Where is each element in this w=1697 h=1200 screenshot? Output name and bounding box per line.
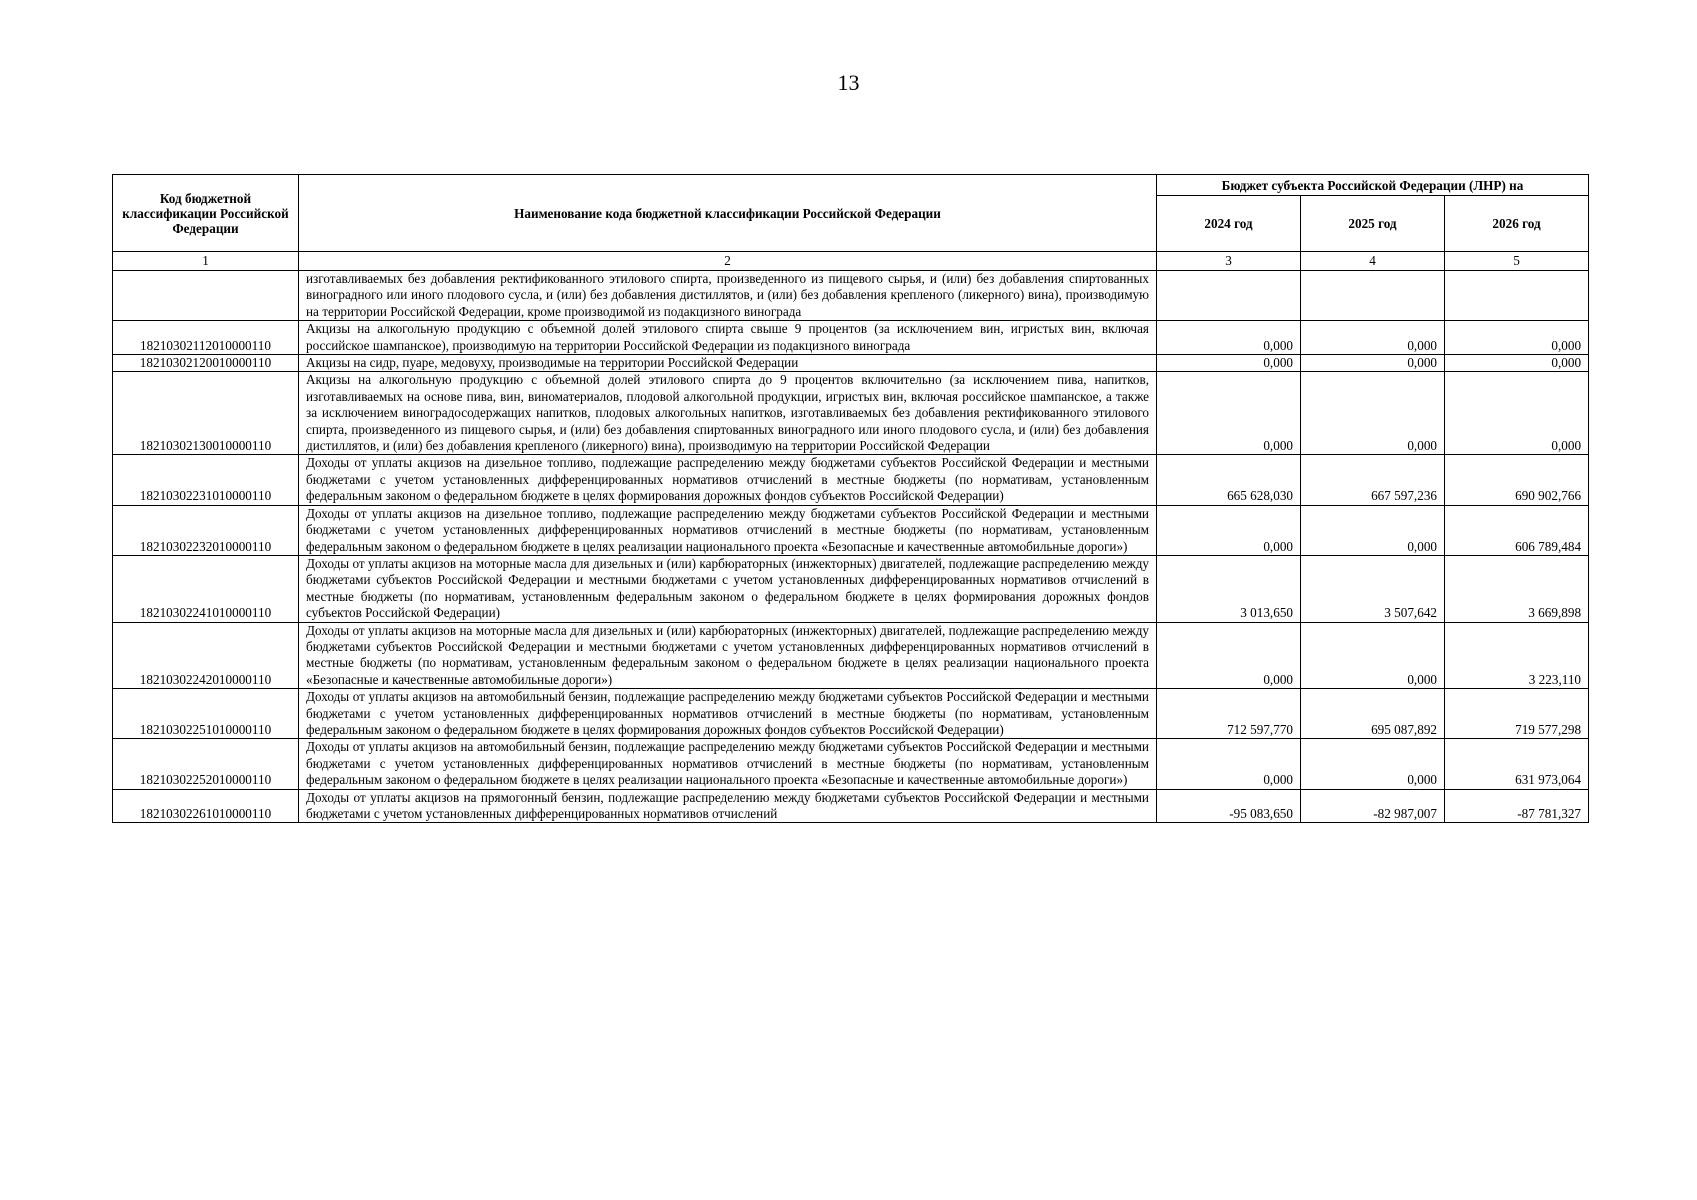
header-budget-group: Бюджет субъекта Российской Федерации (ЛНР) на [1157, 175, 1589, 196]
row-value-2026: 0,000 [1445, 321, 1589, 355]
row-value-2026 [1445, 271, 1589, 321]
table-row [113, 321, 1589, 355]
table-body [113, 271, 1589, 823]
row-code: 18210302252010000110 [113, 739, 299, 789]
row-value-2025: 0,000 [1301, 372, 1445, 455]
table-row [113, 789, 1589, 823]
row-value-2025: 0,000 [1301, 505, 1445, 555]
row-value-2026: 3 223,110 [1445, 622, 1589, 689]
row-name: Акцизы на алкогольную продукцию с объемной долей этилового спирта до 9 процентов включительно (за исключением пива, напитков, изготавливаемых на основе пива, вин, виноматериалов, плодовой алкогольной продукции, игристых вин, включая российское шампанское, а также за исключением виноградосодержащих напитков, плодовых алкогольных напитков, изготавливаемых без добавления ректификованного этилового спирта, произведенного из пищевого сырья, и (или) без добавления спиртованных виноградного или иного плодового сусла, и (или) без добавления дистиллятов, и (или) без добавления крепленого (ликерного) вина), производимую на территории Российской Федерации [299, 372, 1157, 455]
row-name: Акцизы на алкогольную продукцию с объемной долей этилового спирта свыше 9 процентов (за исключением вин, игристых вин, включая российское шампанское), производимую на территории Российской Федерации из подакцизного винограда [299, 321, 1157, 355]
row-code: 18210302120010000110 [113, 355, 299, 372]
row-value-2025: 667 597,236 [1301, 455, 1445, 505]
row-name: Доходы от уплаты акцизов на автомобильный бензин, подлежащие распределению между бюджетами субъектов Российской Федерации и местными бюджетами с учетом установленных дифференцированных нормативов отчислений в местные бюджеты (по нормативам, установленным федеральным законом о федеральном бюджете в целях формирования дорожных фондов субъектов Российской Федерации) [299, 689, 1157, 739]
row-value-2024: 712 597,770 [1157, 689, 1301, 739]
row-value-2025 [1301, 271, 1445, 321]
row-name: Доходы от уплаты акцизов на моторные масла для дизельных и (или) карбюраторных (инжекторных) двигателей, подлежащие распределению между бюджетами субъектов Российской Федерации и местными бюджетами с учетом установленных дифференцированных нормативов отчислений в местные бюджеты (по нормативам, установленным федеральным законом о федеральном бюджете в целях формирования дорожных фондов субъектов Российской Федерации) [299, 555, 1157, 622]
table-row [113, 372, 1589, 455]
row-value-2024: 0,000 [1157, 355, 1301, 372]
row-value-2026: 0,000 [1445, 355, 1589, 372]
row-code: 18210302241010000110 [113, 555, 299, 622]
row-value-2025: 3 507,642 [1301, 555, 1445, 622]
row-value-2025: 0,000 [1301, 355, 1445, 372]
table-row [113, 622, 1589, 689]
header-year-2026: 2026 год [1445, 196, 1589, 252]
table-row [113, 555, 1589, 622]
row-value-2025: 0,000 [1301, 622, 1445, 689]
row-value-2026: 690 902,766 [1445, 455, 1589, 505]
row-value-2024: -95 083,650 [1157, 789, 1301, 823]
table-row [113, 689, 1589, 739]
row-code: 18210302112010000110 [113, 321, 299, 355]
row-value-2024: 0,000 [1157, 622, 1301, 689]
row-name: Доходы от уплаты акцизов на дизельное топливо, подлежащие распределению между бюджетами субъектов Российской Федерации и местными бюджетами с учетом установленных дифференцированных нормативов отчислений в местные бюджеты (по нормативам, установленным федеральным законом о федеральном бюджете в целях формирования дорожных фондов субъектов Российской Федерации) [299, 455, 1157, 505]
header-name: Наименование кода бюджетной классификации Российской Федерации [299, 175, 1157, 252]
table-row [113, 271, 1589, 321]
column-number: 5 [1445, 252, 1589, 271]
row-value-2024: 665 628,030 [1157, 455, 1301, 505]
row-code: 18210302130010000110 [113, 372, 299, 455]
row-value-2024: 0,000 [1157, 372, 1301, 455]
row-name: изготавливаемых без добавления ректификованного этилового спирта, произведенного из пищевого сырья, и (или) без добавления спиртованных виноградного или иного плодового сусла, и (или) без добавления дистиллятов, и (или) без добавления крепленого (ликерного) вина), производимую на территории Российской Федерации, кроме производимой из подакцизного винограда [299, 271, 1157, 321]
row-value-2025: 0,000 [1301, 739, 1445, 789]
table-row [113, 739, 1589, 789]
row-code [113, 271, 299, 321]
column-number: 1 [113, 252, 299, 271]
row-name: Доходы от уплаты акцизов на моторные масла для дизельных и (или) карбюраторных (инжекторных) двигателей, подлежащие распределению между бюджетами субъектов Российской Федерации и местными бюджетами с учетом установленных дифференцированных нормативов отчислений в местные бюджеты (по нормативам, установленным федеральным законом о федеральном бюджете в целях реализации национального проекта «Безопасные и качественные автомобильные дороги») [299, 622, 1157, 689]
page-number: 13 [837, 70, 860, 95]
row-value-2025: 695 087,892 [1301, 689, 1445, 739]
row-value-2026: 0,000 [1445, 372, 1589, 455]
row-code: 18210302251010000110 [113, 689, 299, 739]
row-code: 18210302232010000110 [113, 505, 299, 555]
row-value-2026: -87 781,327 [1445, 789, 1589, 823]
row-name: Доходы от уплаты акцизов на дизельное топливо, подлежащие распределению между бюджетами субъектов Российской Федерации и местными бюджетами с учетом установленных дифференцированных нормативов отчислений в местные бюджеты (по нормативам, установленным федеральным законом о федеральном бюджете в целях реализации национального проекта «Безопасные и качественные автомобильные дороги») [299, 505, 1157, 555]
table-row [113, 505, 1589, 555]
row-value-2026: 631 973,064 [1445, 739, 1589, 789]
header-year-2025: 2025 год [1301, 196, 1445, 252]
row-code: 18210302231010000110 [113, 455, 299, 505]
row-value-2025: -82 987,007 [1301, 789, 1445, 823]
row-code: 18210302242010000110 [113, 622, 299, 689]
row-value-2024: 0,000 [1157, 739, 1301, 789]
column-number: 4 [1301, 252, 1445, 271]
row-value-2024 [1157, 271, 1301, 321]
row-value-2026: 3 669,898 [1445, 555, 1589, 622]
column-number: 2 [299, 252, 1157, 271]
row-value-2024: 0,000 [1157, 321, 1301, 355]
budget-table [112, 174, 1589, 823]
column-number: 3 [1157, 252, 1301, 271]
header-year-2024: 2024 год [1157, 196, 1301, 252]
row-code: 18210302261010000110 [113, 789, 299, 823]
column-number-row [113, 252, 1589, 271]
header-code: Код бюджетной классификации Российской Федерации [113, 175, 299, 252]
row-value-2026: 606 789,484 [1445, 505, 1589, 555]
table-row [113, 455, 1589, 505]
row-value-2025: 0,000 [1301, 321, 1445, 355]
table-header [113, 175, 1589, 271]
row-value-2024: 3 013,650 [1157, 555, 1301, 622]
row-name: Доходы от уплаты акцизов на прямогонный бензин, подлежащие распределению между бюджетами субъектов Российской Федерации и местными бюджетами с учетом установленных дифференцированных нормативов отчислений [299, 789, 1157, 823]
row-name: Акцизы на сидр, пуаре, медовуху, производимые на территории Российской Федерации [299, 355, 1157, 372]
row-value-2024: 0,000 [1157, 505, 1301, 555]
row-value-2026: 719 577,298 [1445, 689, 1589, 739]
table-row [113, 355, 1589, 372]
row-name: Доходы от уплаты акцизов на автомобильный бензин, подлежащие распределению между бюджетами субъектов Российской Федерации и местными бюджетами с учетом установленных дифференцированных нормативов отчислений в местные бюджеты (по нормативам, установленным федеральным законом о федеральном бюджете в целях реализации национального проекта «Безопасные и качественные автомобильные дороги») [299, 739, 1157, 789]
